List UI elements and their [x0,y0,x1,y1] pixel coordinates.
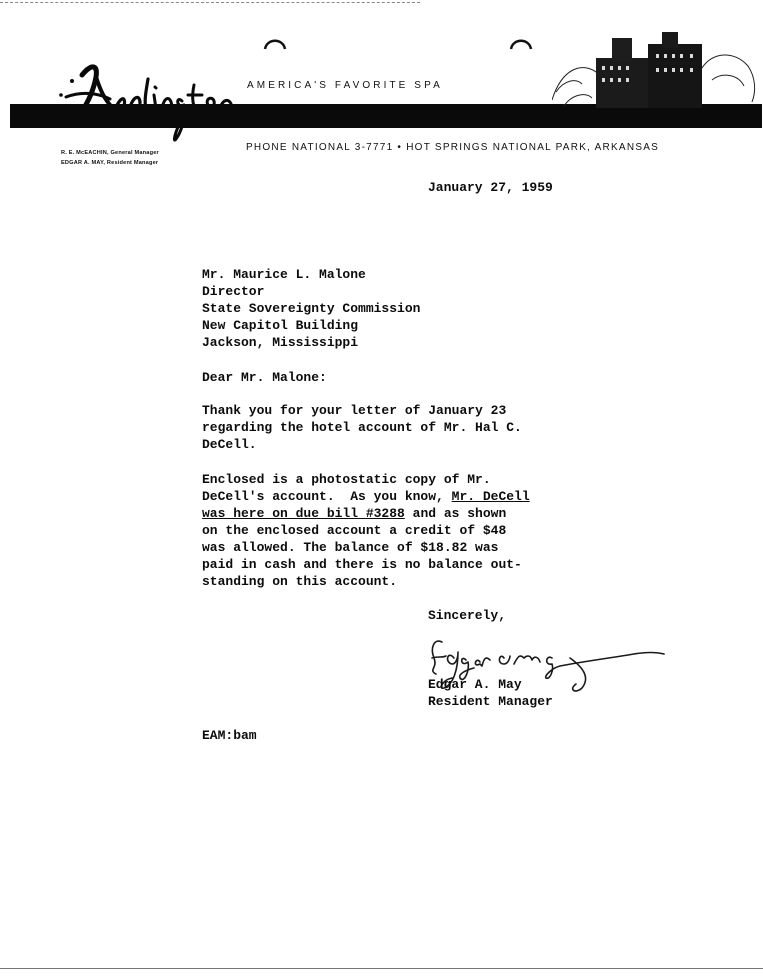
paragraph-1-line: DeCell. [202,437,257,452]
letterhead-tagline: AMERICA'S FAVORITE SPA [247,80,443,91]
signer-name: Edgar A. May [428,677,522,692]
recipient-organization: State Sovereignty Commission [202,301,421,316]
paragraph-1 [202,402,522,453]
paragraph-2-text: and as shown [404,506,507,521]
top-perforation [0,2,420,3]
letter-date: January 27, 1959 [428,180,553,195]
paragraph-2-line: on the enclosed account a credit of $48 [202,523,507,538]
closing: Sincerely, [428,608,507,623]
recipient-city: Jackson, Mississippi [202,335,359,350]
letterhead-phone-address: PHONE NATIONAL 3-7771 • HOT SPRINGS NATIONAL PARK, ARKANSAS [246,142,660,153]
paragraph-2-line [202,488,530,505]
signer-title: Resident Manager [428,694,553,709]
recipient-building: New Capitol Building [202,318,359,333]
paragraph-2 [202,471,530,590]
arlington-script-logo-icon [52,55,242,150]
arlington-logo [52,55,242,150]
hotel-building-illustration-icon [552,28,757,138]
paragraph-2-line: was allowed. The balance of $18.82 was [202,540,499,555]
paragraph-2-line [202,505,530,522]
recipient-title: Director [202,284,265,299]
paragraph-2-line: Enclosed is a photostatic copy of Mr. [202,472,491,487]
ornament-arc-left-icon [263,36,287,50]
general-manager-line: R. E. McEACHIN, General Manager [61,150,159,156]
underlined-due-bill: was here on due bill #3288 [202,506,405,521]
recipient-address [202,266,420,351]
paragraph-2-line: paid in cash and there is no balance out- [202,557,522,572]
paragraph-1-line: Thank you for your letter of January 23 [202,403,507,418]
recipient-name: Mr. Maurice L. Malone [202,267,366,282]
resident-manager-line: EDGAR A. MAY, Resident Manager [61,160,159,166]
reference-initials: EAM:bam [202,728,257,743]
paragraph-2-line: standing on this account. [202,574,398,589]
bottom-rule [0,968,763,969]
signature-block [428,676,553,710]
paragraph-1-line: regarding the hotel account of Mr. Hal C. [202,420,522,435]
underlined-name: Mr. DeCell [451,489,530,504]
letterhead-managers [61,148,159,168]
salutation: Dear Mr. Malone: [202,370,327,385]
paragraph-2-text: DeCell's account. As you know, [202,489,452,504]
ornament-arc-right-icon [509,36,533,50]
